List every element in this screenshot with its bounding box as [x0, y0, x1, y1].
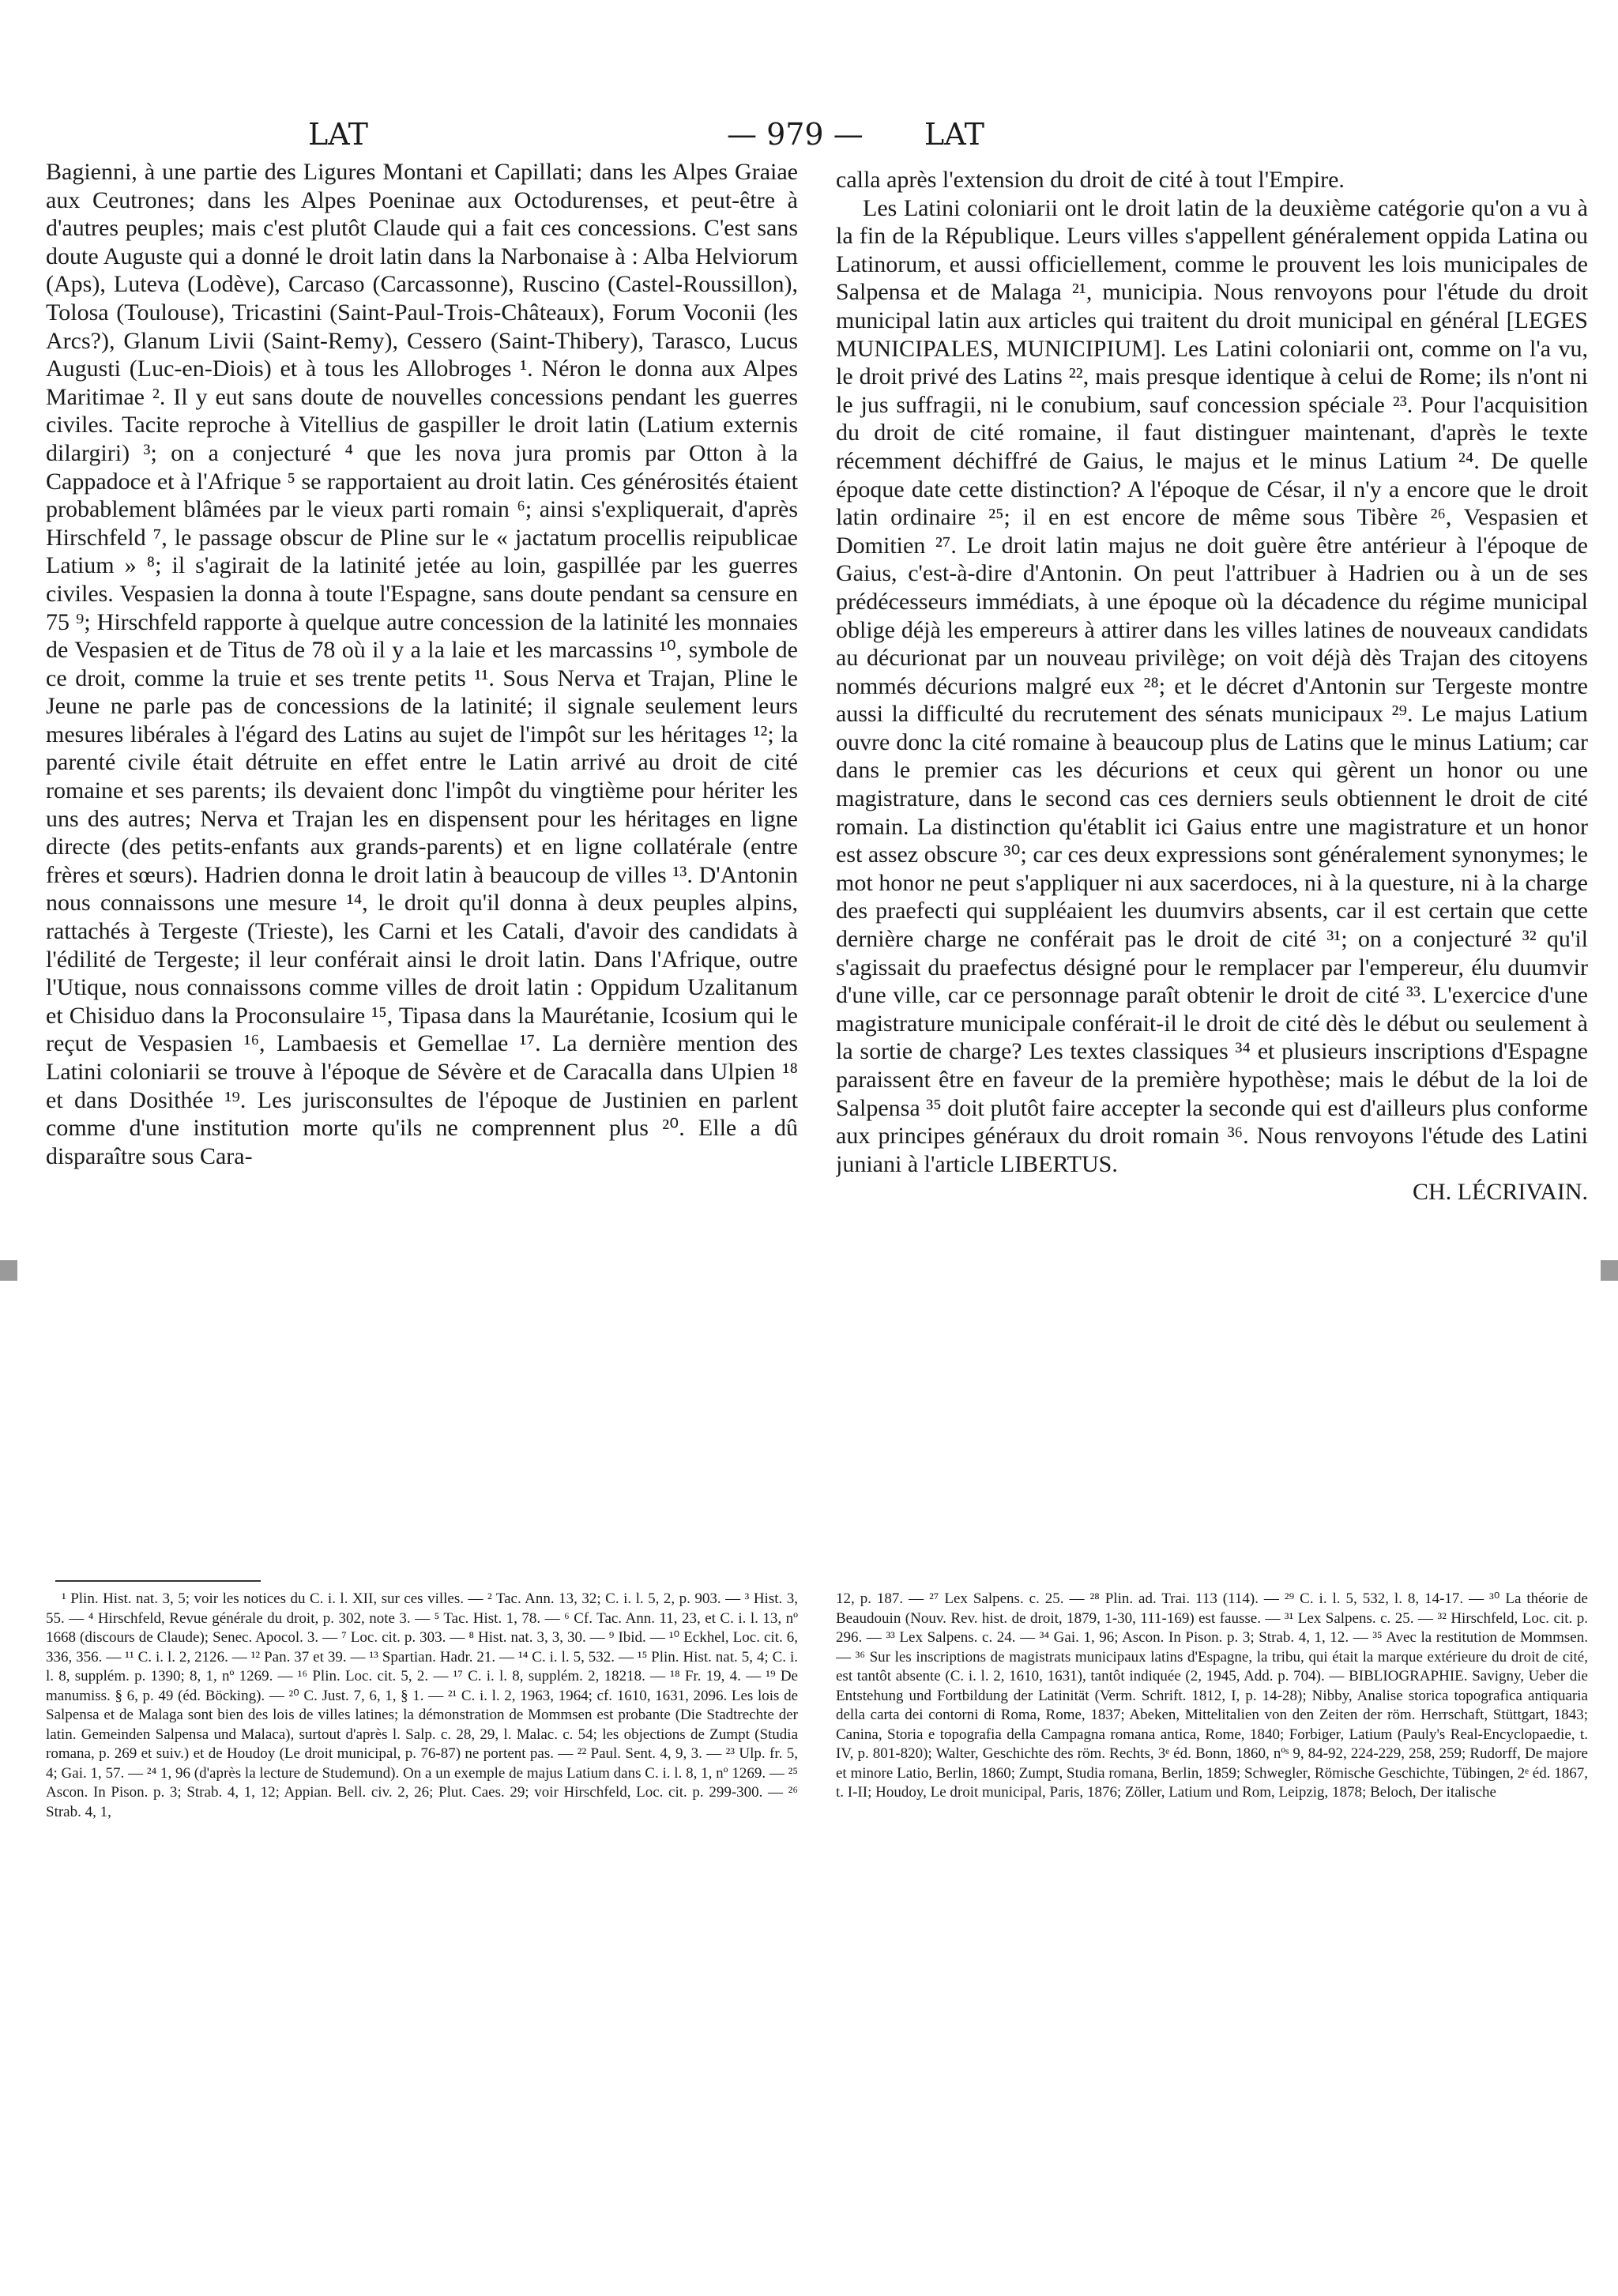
footnote-separator — [55, 1580, 261, 1582]
left-margin-mark — [0, 1260, 17, 1281]
header-right-keyword: LAT — [924, 117, 984, 152]
left-footnotes — [46, 1590, 798, 1953]
right-text-column — [836, 166, 1588, 1564]
right-footnotes-text: 12, p. 187. — ²⁷ Lex Salpens. c. 25. — ²⁸ Plin. ad. Trai. 113 (114). — ²⁹ C. i. l. 5, 532, l. 8, 14-17. — ³⁰ La théorie de Beaudouin (Nouv. Rev. hist. de droit, 1879, 1-30, 111-169) est fausse. — ³¹ Lex Salpens. c. 25. — ³² Hirschfeld, Loc. cit. p. 296. — ³³ Lex Salpens. c. 24. — ³⁴ Gai. 1, 96; Ascon. In Pison. p. 3; Strab. 4, 1, 12. — ³⁵ Avec la restitution de Mommsen. — ³⁶ Sur les inscriptions de magistrats municipaux latins d'Espagne, la tribu, qui était la marque extérieure du droit de cité, est tantôt absente (C. i. l. 2, 1610, 1631), tantôt indiquée (2, 1945, Add. p. 704). — BIBLIOGRAPHIE. Savigny, Ueber die Entstehung und Fortbildung der Latinität (Verm. Schrift. 1812, I, p. 14-28); Nibby, Analise storica topografica antiquaria della carta dei contorni di Roma, Rome, 1837; Abeken, Mittelitalien von den Zeiten der röm. Herrschaft, Stüttgart, 1843; Canina, Storia e topografia della Campagna romana antica, Rome, 1840; Forbiger, Latium (Pauly's Real-Encyclopaedie, t. IV, p. 801-820); Walter, Geschichte des röm. Rechts, 3ᵉ éd. Bonn, 1860, nºˢ 9, 84-92, 224-229, 258, 259; Rudorff, De majore et minore Latio, Berlin, 1860; Zumpt, Studia romana, Berlin, 1859; Schwegler, Römische Geschichte, Tübingen, 2ᵉ éd. 1867, t. I-II; Houdoy, Le droit municipal, Paris, 1876; Zöller, Latium und Rom, Leipzig, 1878; Beloch, Der italische — [836, 1590, 1588, 1801]
author-signature: CH. LÉCRIVAIN. — [1413, 1179, 1588, 1206]
page-number: — 979 — — [727, 117, 864, 152]
running-header — [0, 117, 1618, 156]
right-paragraph-1: calla après l'extension du droit de cité à tout l'Empire. — [836, 167, 1345, 193]
header-left-keyword: LAT — [308, 117, 368, 152]
left-paragraph-1: Bagienni, à une partie des Ligures Montani et Capillati; dans les Alpes Graiae aux Ceutrones; dans les Alpes Poeninae aux Octodurenses, et peut-être à d'autres peuples; mais c'est plutôt Claude qui a fait ces concessions. C'est sans doute Auguste qui a donné le droit latin dans la Narbonaise à : Alba Helviorum (Aps), Luteva (Lodève), Carcaso (Carcassonne), Ruscino (Castel-Roussillon), Tolosa (Toulouse), Tricastini (Saint-Paul-Trois-Châteaux), Forum Voconii (les Arcs?), Glanum Livii (Saint-Remy), Cessero (Saint-Thibery), Tarasco, Lucus Augusti (Luc-en-Diois) et à tous les Allobroges ¹. Néron le donna aux Alpes Maritimae ². Il y eut sans doute de nouvelles concessions pendant les guerres civiles. Tacite reproche à Vitellius de gaspiller le droit latin (Latium externis dilargiri) ³; on a conjecturé ⁴ que les nova jura promis par Otton à la Cappadoce et à l'Afrique ⁵ se rapportaient au droit latin. Ces générosités étaient probablement blâmées par le vieux parti romain ⁶; ainsi s'expliquerait, d'après Hirschfeld ⁷, le passage obscur de Pline sur le « jactatum procellis reipublicae Latium » ⁸; il s'agirait de la latinité jetée au loin, gaspillée par les guerres civiles. Vespasien la donna à toute l'Espagne, sans doute pendant sa censure en 75 ⁹; Hirschfeld rapporte à quelque autre concession de la latinité les monnaies de Vespasien et de Titus de 78 où il y a la laie et les marcassins ¹⁰, symbole de ce droit, comme la truie et ses trente petits ¹¹. Sous Nerva et Trajan, Pline le Jeune ne parle pas de concessions de la latinité; il signale seulement leurs mesures libérales à l'égard des Latins au sujet de l'impôt sur les héritages ¹²; la parenté civile était détruite en effet entre le Latin arrivé au droit de cité romaine et ses parents; ils devaient donc l'impôt du vingtième pour hériter les uns des autres; Nerva et Trajan les en dispensent pour les héritages en ligne directe (des petits-enfants aux grands-parents) et en ligne collatérale (entre frères et sœurs). Hadrien donna le droit latin à beaucoup de villes ¹³. D'Antonin nous connaissons une mesure ¹⁴, le droit qu'il donna à deux peuples alpins, rattachés à Tergeste (Trieste), les Carni et les Catali, d'avoir des candidats à l'édilité de Tergeste; il leur conférait ainsi le droit latin. Dans l'Afrique, outre l'Utique, nous connaissons comme villes de droit latin : Oppidum Uzalitanum et Chisiduo dans la Proconsulaire ¹⁵, Tipasa dans la Maurétanie, Icosium qui le reçut de Vespasien ¹⁶, Lambaesis et Gemellae ¹⁷. La dernière mention des Latini coloniarii se trouve à l'époque de Sévère et de Caracalla dans Ulpien ¹⁸ et dans Dosithée ¹⁹. Les jurisconsultes de l'époque de Justinien en parlent comme d'une institution morte qu'ils ne comprennent plus ²⁰. Elle a dû disparaître sous Cara- — [46, 159, 798, 1169]
right-margin-mark — [1601, 1260, 1618, 1281]
left-footnotes-text: ¹ Plin. Hist. nat. 3, 5; voir les notices du C. i. l. XII, sur ces villes. — ² Tac. Ann. 13, 32; C. i. l. 5, 2, p. 903. — ³ Hist. 3, 55. — ⁴ Hirschfeld, Revue générale du droit, p. 302, note 3. — ⁵ Tac. Hist. 1, 78. — ⁶ Cf. Tac. Ann. 11, 23, et C. i. l. 13, nº 1668 (discours de Claude); Senec. Apocol. 3. — ⁷ Loc. cit. p. 303. — ⁸ Hist. nat. 3, 3, 30. — ⁹ Ibid. — ¹⁰ Eckhel, Loc. cit. 6, 336, 356. — ¹¹ C. i. l. 2, 2126. — ¹² Pan. 37 et 39. — ¹³ Spartian. Hadr. 21. — ¹⁴ C. i. l. 5, 532. — ¹⁵ Plin. Hist. nat. 5, 4; C. i. l. 8, supplém. p. 1390; 8, 1, nº 1269. — ¹⁶ Plin. Loc. cit. 5, 2. — ¹⁷ C. i. l. 8, supplém. 2, 18218. — ¹⁸ Fr. 19, 4. — ¹⁹ De manumiss. § 6, p. 49 (éd. Böcking). — ²⁰ C. Just. 7, 6, 1, § 1. — ²¹ C. i. l. 2, 1963, 1964; cf. 1610, 1631, 2096. Les lois de Salpensa et de Malaga sont bien des lois de villes latines; la démonstration de Mommsen est probante (Die Stadtrechte der latin. Gemeinden Salpensa und Malaca), surtout d'après l. Salp. c. 28, 29, l. Malac. c. 54; les objections de Zumpt (Studia romana, p. 269 et suiv.) et de Houdoy (Le droit municipal, p. 76-87) ne portent pas. — ²² Paul. Sent. 4, 9, 3. — ²³ Ulp. fr. 5, 4; Gai. 1, 57. — ²⁴ 1, 96 (d'après la lecture de Studemund). On a un exemple de majus Latium dans C. i. l. 8, 1, nº 1269. — ²⁵ Ascon. In Pison. p. 3; Strab. 4, 1, 12; Appian. Bell. civ. 2, 26; Plut. Caes. 29; voir Hirschfeld, Loc. cit. p. 299-300. — ²⁶ Strab. 4, 1, — [46, 1590, 798, 1820]
right-footnotes — [836, 1590, 1588, 1961]
right-paragraph-2: Les Latini coloniarii ont le droit latin de la deuxième catégorie qu'on a vu à la fin de la République. Leurs villes s'appellent généralement oppida Latina ou Latinorum, et aussi officiellement, comme le prouvent les lois municipales de Salpensa et de Malaga ²¹, municipia. Nous renvoyons pour l'étude du droit municipal latin aux articles qui traitent du droit municipal en général [LEGES MUNICIPALES, MUNICIPIUM]. Les Latini coloniarii ont, comme on l'a vu, le droit privé des Latins ²², mais presque identique à celui de Rome; ils n'ont ni le jus suffragii, ni le conubium, sauf concession spéciale ²³. Pour l'acquisition du droit de cité romaine, il faut distinguer maintenant, d'après le texte récemment déchiffré de Gaius, le majus et le minus Latium ²⁴. De quelle époque date cette distinction? A l'époque de César, il n'y a encore que le droit latin ordinaire ²⁵; il en est encore de même sous Tibère ²⁶, Vespasien et Domitien ²⁷. Le droit latin majus ne doit guère être antérieur à l'époque de Gaius, c'est-à-dire d'Antonin. On peut l'attribuer à Hadrien ou à un de ses prédécesseurs immédiats, à une époque où la décadence du régime municipal oblige déjà les empereurs à attirer dans les villes latines de nouveaux candidats au décurionat par un nouveau privilège; on voit déjà dès Trajan des citoyens nommés décurions malgré eux ²⁸; et le décret d'Antonin sur Tergeste montre aussi la difficulté du recrutement des sénats municipaux ²⁹. Le majus Latium ouvre donc la cité romaine à beaucoup plus de Latins que le minus Latium; car dans le premier cas les décurions et ceux qui gèrent un honor ou une magistrature, dans le second cas ces derniers seuls obtiennent le droit de cité romain. La distinction qu'établit ici Gaius entre une magistrature et un honor est assez obscure ³⁰; car ces deux expressions sont généralement synonymes; le mot honor ne peut s'appliquer ni aux sacerdoces, ni à la questure, ni à la charge des praefecti qui suppléaient les duumvirs absents, car il est certain que cette dernière charge ne conférait pas le droit de cité ³¹; on a conjecturé ³² qu'il s'agissait du praefectus désigné pour le remplacer par l'empereur, élu duumvir d'une ville, car ce personnage paraît obtenir le droit de cité ³³. L'exercice d'une magistrature municipale conférait-il le droit de cité dès le début ou seulement à la sortie de charge? Les textes classiques ³⁴ et plusieurs inscriptions d'Espagne paraissent être en faveur de la première hypothèse; mais le début de la loi de Salpensa ³⁵ doit plutôt faire accepter la seconde qui est d'ailleurs plus conforme aux principes généraux du droit romain ³⁶. Nous renvoyons l'étude des Latini juniani à l'article LIBERTUS. — [836, 194, 1588, 1177]
left-text-column — [46, 158, 798, 1564]
